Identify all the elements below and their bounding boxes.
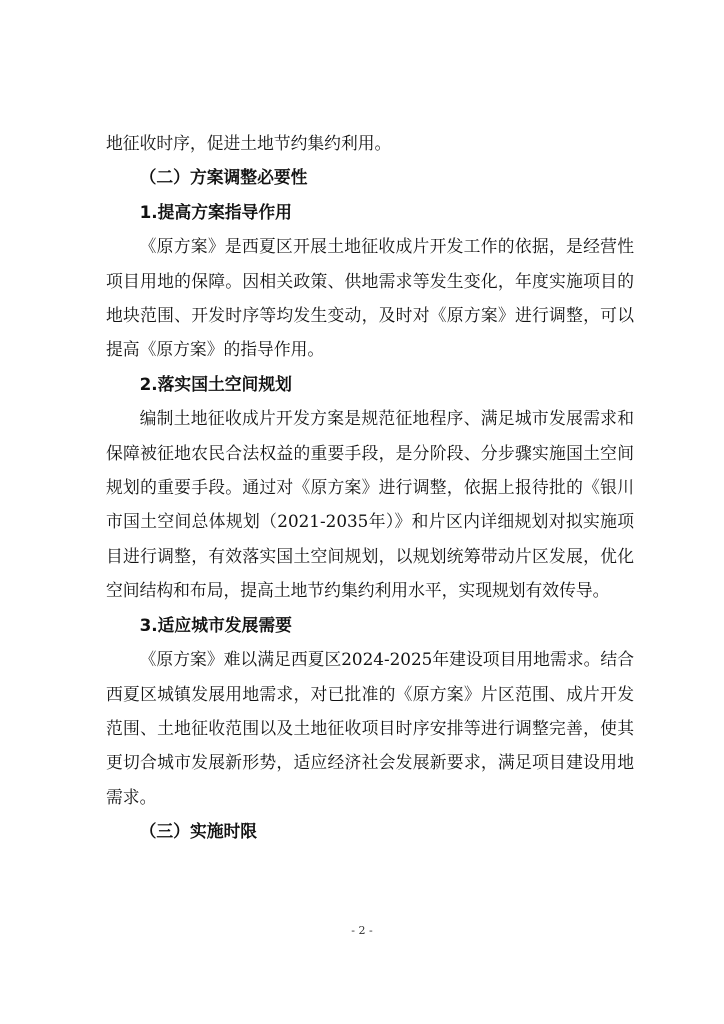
- body-paragraph-guidance: 《原方案》是西夏区开展土地征收成片开发工作的依据，是经营性项目用地的保障。因相关政策、供地需求等发生变化，年度实施项目的地块范围、开发时序等均发生变动，及时对《原方案》进行调整，可以提高《原方案》的指导作用。: [106, 236, 634, 360]
- subheading-urban-development: 3.适应城市发展需要: [139, 614, 292, 635]
- section-heading-necessity: （二）方案调整必要性: [139, 167, 308, 188]
- page-number: - 2 -: [351, 924, 373, 937]
- subheading-guidance: 1.提高方案指导作用: [139, 201, 292, 222]
- section-heading-time-limit: （三）实施时限: [139, 821, 258, 842]
- body-paragraph-urban-development: 《原方案》难以满足西夏区2024-2025年建设项目用地需求。结合西夏区城镇发展用地需求，对已批准的《原方案》片区范围、成片开发范围、土地征收范围以及土地征收项目时序安排等进行调整完善，使其更切合城市发展新形势，适应经济社会发展新要求，满足项目建设用地需求。: [106, 649, 634, 807]
- body-paragraph-continuation: 地征收时序，促进土地节约集约利用。: [106, 133, 392, 153]
- body-paragraph-spatial-planning: 编制土地征收成片开发方案是规范征地程序、满足城市发展需求和保障被征地农民合法权益的重要手段，是分阶段、分步骤实施国土空间规划的重要手段。通过对《原方案》进行调整，依据上报待批的《银川市国土空间总体规划（2021-2035年）》和片区内详细规划对拟实施项目进行调整，有效落实国土空间规划，以规划统筹带动片区发展，优化空间结构和布局，提高土地节约集约利用水平，实现规划有效传导。: [106, 408, 634, 601]
- subheading-spatial-planning: 2.落实国土空间规划: [139, 373, 292, 394]
- document-body: [106, 126, 634, 849]
